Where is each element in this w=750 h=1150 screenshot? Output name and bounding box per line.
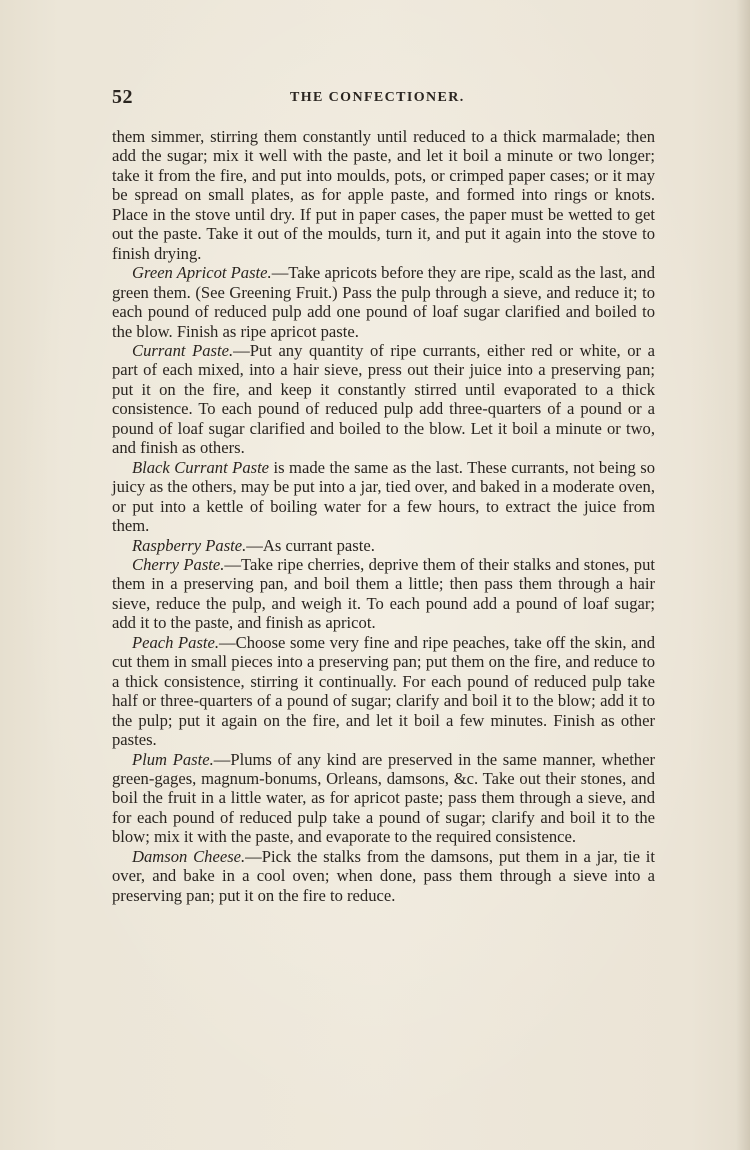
page-number: 52 [112,86,133,108]
recipe-plum-paste [112,750,655,847]
recipe-text: —Pick the stalks from the damsons, put them in a jar, tie it over, and bake in a cool oven; when done, pass them through a sieve into a preserving pan; put it on the fire to reduce. [112,846,655,905]
page-header [112,86,657,116]
recipe-title: Cherry Paste. [132,554,225,574]
recipe-text: —Put any quantity of ripe currants, either red or white, or a part of each mixed, into a hair sieve, press out their juice into a preserving pan; put it on the fire, and keep it constantly stirred until evaporated to a thick consistence. To each pound of reduced pulp add three-quarters of a pound or a pound of loaf sugar clarified and boiled to the blow. Let it boil a minute or two, and finish as others. [112,340,655,458]
recipe-green-apricot-paste [112,263,655,341]
recipe-title: Currant Paste. [132,340,234,360]
recipe-text: —As currant paste. [246,535,375,555]
recipe-title: Plum Paste. [132,749,214,769]
recipe-cherry-paste [112,555,655,633]
recipe-text: —Choose some very fine and ripe peaches, take off the skin, and cut them in small pieces into a preserving pan; put them on the fire, and reduce to a thick consistence, stirring it continually. For each pound of reduced pulp take half or three-quarters of a pound of sugar; clarify and boil it to the blow; add it to the pulp; put it again on the fire, and let it boil a few minutes. Finish as other pastes. [112,632,656,750]
recipe-title: Green Apricot Paste. [132,263,272,283]
recipe-currant-paste [112,341,655,458]
recipe-text: is made the same as the last. These currants, not being so juicy as the others, may be put into a jar, tied over, and baked in a moderate oven, or put into a kettle of boiling water for a few hours, to extract the juice from them. [112,457,656,536]
recipe-title: Damson Cheese. [132,846,246,866]
recipe-peach-paste [112,633,655,750]
body-text [112,127,655,905]
recipe-black-currant-paste [112,458,655,536]
paragraph-text: them simmer, stirring them constantly until reduced to a thick marmalade; then add the sugar; mix it well with the paste, and let it boil a minute or two longer; take it from the fire, and put into moulds, pots, or crimped paper cases; or it may be spread on small plates, as for apple paste, and formed into rings or knots. Place in the stove until dry. If put in paper cases, the paper must be wetted to get out the paste. Take it out of the moulds, turn it, and put it again into the stove to finish drying. [112,127,655,263]
recipe-text: —Take apricots before they are ripe, scald as the last, and green them. (See Greening Fruit.) Pass the pulp through a sieve, and reduce it; to each pound of reduced pulp add one pound of loaf sugar clarified and boiled to the blow. Finish as ripe apricot paste. [112,263,655,341]
running-head: THE CONFECTIONER. [290,90,465,105]
recipe-title: Peach Paste. [132,632,220,652]
recipe-title: Black Currant Paste [132,457,270,477]
recipe-text: —Plums of any kind are preserved in the same manner, whether green-gages, magnum-bonums, Orleans, damsons, &c. Take out their stones, and boil the fruit in a little water, as for apricot paste; pass them through a sieve, and for each pound of reduced pulp take a pound of sugar; clarify and boil it to the blow; mix it with the paste, and evaporate to the required consistence. [112,749,655,847]
recipe-raspberry-paste [112,536,655,555]
recipe-damson-cheese [112,847,655,905]
paragraph-continuation [112,127,655,263]
recipe-title: Raspberry Paste. [132,535,247,555]
recipe-text: —Take ripe cherries, deprive them of their stalks and stones, put them in a preserving pan, and boil them a little; then pass them through a hair sieve, reduce the pulp, and weigh it. To each pound add a pound of loaf sugar; add it to the paste, and finish as apricot. [112,554,655,633]
